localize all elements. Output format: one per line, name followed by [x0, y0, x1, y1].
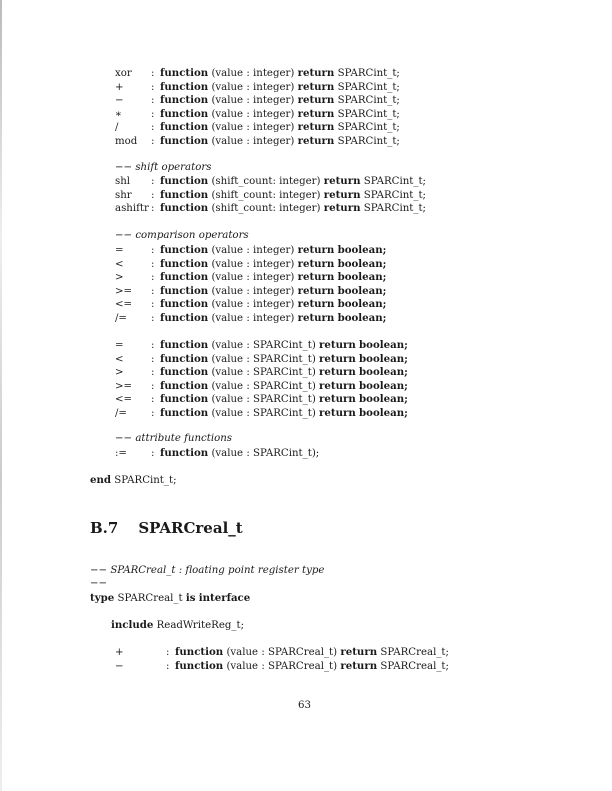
- operator-name: /=: [115, 408, 127, 419]
- operator-name: <: [115, 353, 124, 365]
- decl-colon: :: [151, 394, 155, 406]
- decl-params: (value : SPARCint_t): [211, 394, 316, 406]
- decl-colon: :: [151, 81, 155, 93]
- decl-params: (value : integer): [211, 285, 295, 297]
- decl-return-type: SPARCint_t;: [337, 68, 400, 79]
- comment-dashes: −−: [90, 578, 108, 589]
- return-keyword: return: [297, 80, 335, 93]
- decl-signature: [160, 244, 386, 257]
- comment-dash: −−: [115, 230, 133, 241]
- operator-name: ashiftr: [115, 203, 149, 215]
- function-keyword: function: [160, 284, 209, 297]
- decl-signature: [160, 189, 426, 202]
- decl-signature: [160, 258, 386, 271]
- decl-return-type: SPARCint_t;: [363, 203, 426, 215]
- function-keyword: function: [160, 447, 209, 459]
- decl-colon: :: [151, 285, 155, 297]
- return-keyword: return: [297, 298, 335, 311]
- return-keyword: return: [297, 284, 335, 297]
- attribute-functions-comment: [115, 433, 232, 444]
- return-keyword: return: [319, 352, 356, 365]
- section-number: B.7: [90, 519, 119, 537]
- decl-signature: [175, 646, 449, 659]
- function-keyword: function: [160, 407, 209, 419]
- function-keyword: function: [160, 107, 209, 120]
- decl-params: (value : SPARCint_t): [211, 367, 316, 379]
- decl-return-type: boolean;: [359, 407, 408, 419]
- return-keyword: return: [297, 257, 335, 270]
- section-heading: [90, 519, 243, 537]
- decl-signature: [160, 285, 386, 298]
- decl-params: (shift_count: integer): [211, 203, 321, 215]
- decl-params: (value : SPARCreal_t): [226, 647, 338, 658]
- decl-return-type: boolean;: [359, 379, 408, 392]
- comment-dash: −−: [115, 433, 133, 444]
- decl-params: (value : integer): [211, 258, 295, 270]
- comment-text: SPARCreal_t : floating point register type: [110, 565, 325, 576]
- function-keyword: function: [160, 393, 209, 406]
- return-keyword: return: [297, 135, 335, 147]
- decl-params: (value : integer): [211, 95, 295, 107]
- decl-params: (value : SPARCint_t): [211, 408, 316, 419]
- return-keyword: return: [297, 67, 335, 79]
- real-type-comment: [90, 565, 324, 576]
- operator-name: −: [115, 95, 124, 107]
- function-keyword: function: [160, 257, 209, 270]
- decl-params: (value : integer): [211, 81, 295, 93]
- decl-params: (value : SPARCint_t): [211, 380, 316, 392]
- return-keyword: return: [297, 244, 335, 256]
- operator-name: =: [115, 245, 124, 256]
- include-keyword: include: [111, 619, 154, 631]
- decl-return-type: SPARCreal_t;: [380, 660, 449, 672]
- operator-name: =: [115, 340, 124, 351]
- decl-colon: :: [151, 340, 155, 351]
- operator-name: /: [115, 122, 119, 134]
- decl-return-type: SPARCint_t;: [337, 81, 400, 93]
- decl-return-type: boolean;: [359, 352, 408, 365]
- function-keyword: function: [160, 244, 209, 256]
- decl-colon: :: [151, 367, 155, 379]
- decl-return-type: SPARCint_t;: [337, 122, 400, 134]
- decl-return-type: SPARCint_t;: [363, 176, 426, 187]
- decl-colon: :: [151, 189, 155, 201]
- decl-colon: :: [151, 245, 155, 256]
- decl-signature: [160, 121, 400, 134]
- decl-colon: :: [151, 68, 155, 79]
- operator-name: <=: [115, 299, 133, 311]
- decl-return-type: SPARCreal_t;: [380, 647, 449, 658]
- decl-params: (value : integer): [211, 313, 295, 324]
- decl-params: (value : SPARCreal_t): [226, 660, 338, 672]
- decl-signature: [160, 135, 400, 148]
- decl-return-type: boolean;: [337, 298, 387, 311]
- end-keyword: end: [90, 474, 112, 486]
- decl-signature: [160, 366, 408, 379]
- return-keyword: return: [323, 188, 361, 201]
- return-keyword: return: [319, 379, 356, 392]
- decl-colon: :: [151, 203, 155, 215]
- decl-signature: [160, 81, 400, 94]
- decl-colon: :: [151, 380, 155, 392]
- decl-signature: [160, 407, 408, 420]
- decl-signature: [160, 393, 408, 406]
- function-keyword: function: [160, 202, 209, 215]
- decl-signature: [160, 353, 408, 366]
- decl-signature: [160, 175, 426, 188]
- operator-name: ∗: [115, 108, 122, 120]
- shift-operators-comment: [115, 162, 211, 173]
- operator-name: /=: [115, 313, 127, 324]
- decl-return-type: boolean;: [337, 257, 387, 270]
- decl-colon: :: [166, 647, 170, 658]
- section-title: SPARCreal_t: [138, 519, 243, 537]
- decl-colon: :: [166, 660, 170, 672]
- decl-return-type: boolean;: [359, 366, 408, 379]
- attr-sig: [160, 447, 319, 460]
- return-keyword: return: [340, 646, 378, 658]
- decl-signature: [175, 660, 449, 673]
- page-number: 63: [298, 700, 311, 711]
- decl-return-type: boolean;: [337, 284, 387, 297]
- decl-params: (value : integer): [211, 122, 295, 134]
- type-keyword: type: [90, 592, 115, 604]
- decl-return-type: SPARCint_t;: [337, 136, 400, 147]
- comment-dash: −−: [90, 565, 108, 576]
- decl-signature: [160, 380, 408, 393]
- decl-colon: :: [151, 313, 155, 324]
- decl-params: (value : integer): [211, 272, 295, 284]
- include-text: ReadWriteReg_t;: [156, 620, 245, 631]
- decl-colon: :: [151, 136, 155, 147]
- decl-params: (value : integer): [211, 108, 295, 120]
- return-keyword: return: [323, 202, 361, 215]
- function-keyword: function: [160, 135, 209, 147]
- type-line: [90, 592, 250, 604]
- scan-edge: [0, 0, 2, 791]
- decl-signature: [160, 202, 426, 215]
- return-keyword: return: [319, 339, 356, 351]
- comment-text: comparison operators: [135, 230, 249, 241]
- comment-text: shift operators: [135, 162, 212, 173]
- operator-name: xor: [115, 68, 132, 79]
- return-keyword: return: [297, 312, 335, 324]
- operator-name: +: [115, 647, 124, 658]
- function-keyword: function: [160, 80, 209, 93]
- function-keyword: function: [160, 188, 209, 201]
- attr-params: (value : SPARCint_t);: [211, 448, 320, 459]
- end-text: SPARCint_t;: [114, 475, 177, 486]
- comparison-operators-comment: [115, 230, 249, 241]
- is-keyword: is: [185, 592, 196, 604]
- decl-signature: [160, 271, 386, 284]
- decl-return-type: SPARCint_t;: [337, 95, 400, 107]
- decl-signature: [160, 298, 386, 311]
- function-keyword: function: [160, 271, 209, 284]
- decl-params: (value : integer): [211, 245, 295, 256]
- return-keyword: return: [297, 107, 335, 120]
- operator-name: >: [115, 272, 124, 284]
- comment-text: attribute functions: [135, 433, 233, 444]
- decl-colon: :: [151, 408, 155, 419]
- decl-params: (value : integer): [211, 299, 295, 311]
- return-keyword: return: [323, 175, 361, 187]
- decl-params: (value : SPARCint_t): [211, 340, 316, 351]
- decl-return-type: boolean;: [337, 312, 387, 324]
- decl-signature: [160, 312, 386, 325]
- operator-name: >: [115, 367, 124, 379]
- operator-name: <=: [115, 394, 133, 406]
- interface-keyword: interface: [198, 592, 251, 604]
- decl-colon: :: [151, 272, 155, 284]
- comment-dash: −−: [115, 162, 133, 173]
- decl-colon: :: [151, 353, 155, 365]
- return-keyword: return: [297, 271, 335, 284]
- decl-return-type: boolean;: [359, 339, 408, 351]
- operator-name: mod: [115, 136, 138, 147]
- return-keyword: return: [297, 121, 335, 134]
- function-keyword: function: [160, 352, 209, 365]
- function-keyword: function: [160, 67, 209, 79]
- decl-colon: :: [151, 108, 155, 120]
- operator-name: shl: [115, 176, 131, 187]
- decl-colon: :: [151, 122, 155, 134]
- decl-return-type: boolean;: [359, 393, 408, 406]
- operator-name: <: [115, 258, 124, 270]
- decl-colon: :: [151, 258, 155, 270]
- function-keyword: function: [160, 175, 209, 187]
- decl-return-type: SPARCint_t;: [363, 189, 426, 201]
- function-keyword: function: [160, 121, 209, 134]
- return-keyword: return: [340, 659, 378, 672]
- operator-name: −: [115, 660, 124, 672]
- return-keyword: return: [319, 366, 356, 379]
- function-keyword: function: [160, 379, 209, 392]
- operator-name: shr: [115, 189, 132, 201]
- include-line: [111, 619, 244, 631]
- attr-op: :=: [115, 448, 127, 459]
- end-line: [90, 474, 177, 486]
- type-name: SPARCreal_t: [117, 593, 183, 604]
- decl-signature: [160, 67, 400, 80]
- decl-params: (value : integer): [211, 136, 295, 147]
- decl-return-type: SPARCint_t;: [337, 108, 400, 120]
- function-keyword: function: [175, 659, 224, 672]
- decl-params: (value : integer): [211, 68, 295, 79]
- decl-signature: [160, 339, 408, 352]
- decl-return-type: boolean;: [337, 271, 387, 284]
- operator-name: >=: [115, 285, 133, 297]
- return-keyword: return: [319, 407, 356, 419]
- decl-params: (shift_count: integer): [211, 176, 321, 187]
- attr-colon: :: [151, 448, 155, 459]
- operator-name: +: [115, 81, 124, 93]
- function-keyword: function: [160, 94, 209, 107]
- decl-colon: :: [151, 176, 155, 187]
- decl-params: (shift_count: integer): [211, 189, 321, 201]
- decl-return-type: boolean;: [337, 244, 387, 256]
- function-keyword: function: [160, 298, 209, 311]
- return-keyword: return: [319, 393, 356, 406]
- decl-colon: :: [151, 95, 155, 107]
- decl-signature: [160, 108, 400, 121]
- decl-signature: [160, 94, 400, 107]
- decl-params: (value : SPARCint_t): [211, 353, 316, 365]
- operator-name: >=: [115, 380, 133, 392]
- function-keyword: function: [160, 312, 209, 324]
- decl-colon: :: [151, 299, 155, 311]
- return-keyword: return: [297, 94, 335, 107]
- function-keyword: function: [160, 339, 209, 351]
- function-keyword: function: [160, 366, 209, 379]
- function-keyword: function: [175, 646, 224, 658]
